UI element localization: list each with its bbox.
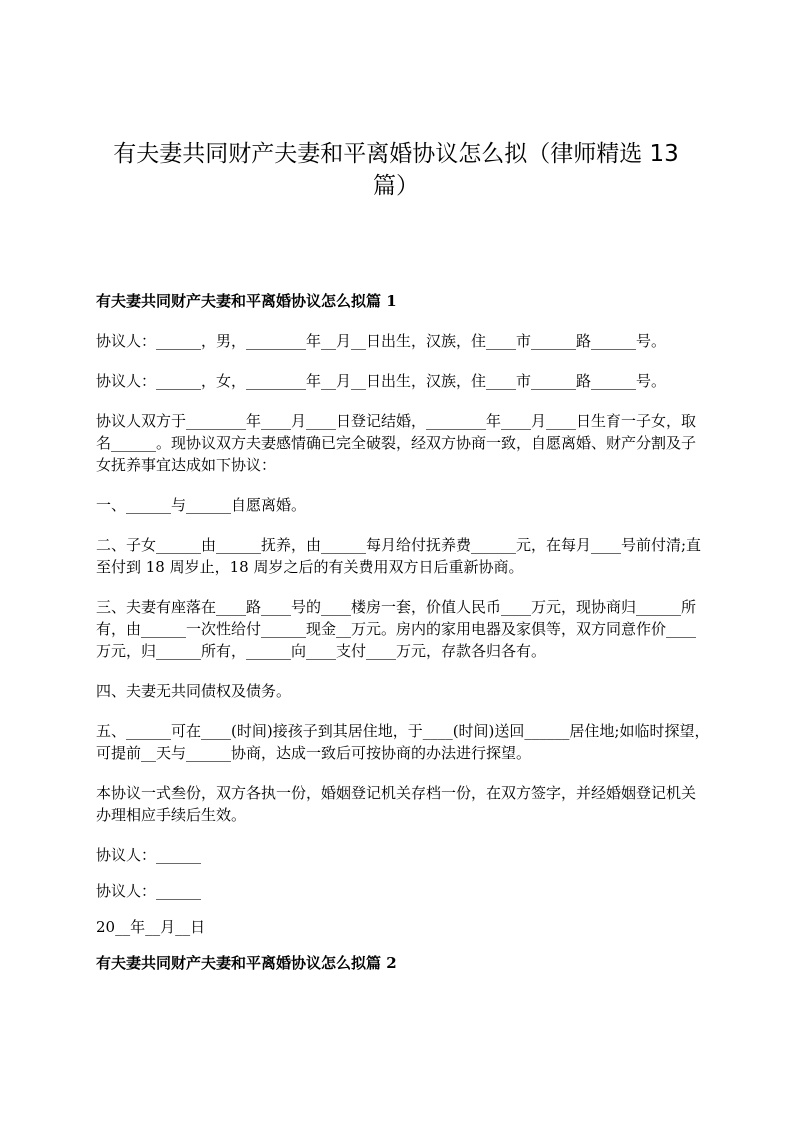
signature-line-1: 协议人：______ — [96, 846, 202, 864]
clause-4: 四、夫妻无共同债权及债务。 — [96, 682, 292, 700]
clause-3: 三、夫妻有座落在____路____号的____楼房一套，价值人民币____万元，现协商归______所有，由______一次性给付______现金__万元。房内的家用电器及家俱等，双方同意作价____万元，归______所有，______向____支付____万元，存款各归各有。 — [96, 598, 697, 660]
document-title: 有夫妻共同财产夫妻和平离婚协议怎么拟（律师精选 13 篇） — [113, 141, 679, 199]
clause-5: 五、______可在____(时间)接孩子到其居住地，于____(时间)送回______居住地;如临时探望，可提前__天与______协商，达成一致后可按协商的办法进行探望。 — [96, 722, 710, 762]
date-line: 20__年__月__日 — [96, 918, 206, 936]
clause-1: 一、______与______自愿离婚。 — [96, 496, 307, 514]
closing-paragraph: 本协议一式叁份，双方各执一份，婚姻登记机关存档一份，在双方签字，并经婚姻登记机关办理相应手续后生效。 — [96, 784, 697, 824]
section-heading-2: 有夫妻共同财产夫妻和平离婚协议怎么拟篇 2 — [96, 954, 397, 972]
intro-paragraph: 协议人双方于________年____月____日登记结婚，________年____月____日生育一子女，取名______。现协议双方夫妻感情确已完全破裂，经双方协商一致，自愿离婚、财产分割及子女抚养事宜达成如下协议： — [96, 412, 697, 474]
party-line-male: 协议人：______，男，________年__月__日出生，汉族，住____市______路______号。 — [96, 332, 667, 350]
document-body — [96, 290, 710, 992]
clause-2: 二、子女______由______抚养，由______每月给付抚养费______元，在每月____号前付清;直至付到 18 周岁止，18 周岁之后的有关费用双方日后重新协商。 — [96, 536, 702, 576]
section-heading-1: 有夫妻共同财产夫妻和平离婚协议怎么拟篇 1 — [96, 292, 397, 310]
party-line-female: 协议人：______，女，________年__月__日出生，汉族，住____市______路______号。 — [96, 372, 667, 390]
signature-line-2: 协议人：______ — [96, 882, 202, 900]
